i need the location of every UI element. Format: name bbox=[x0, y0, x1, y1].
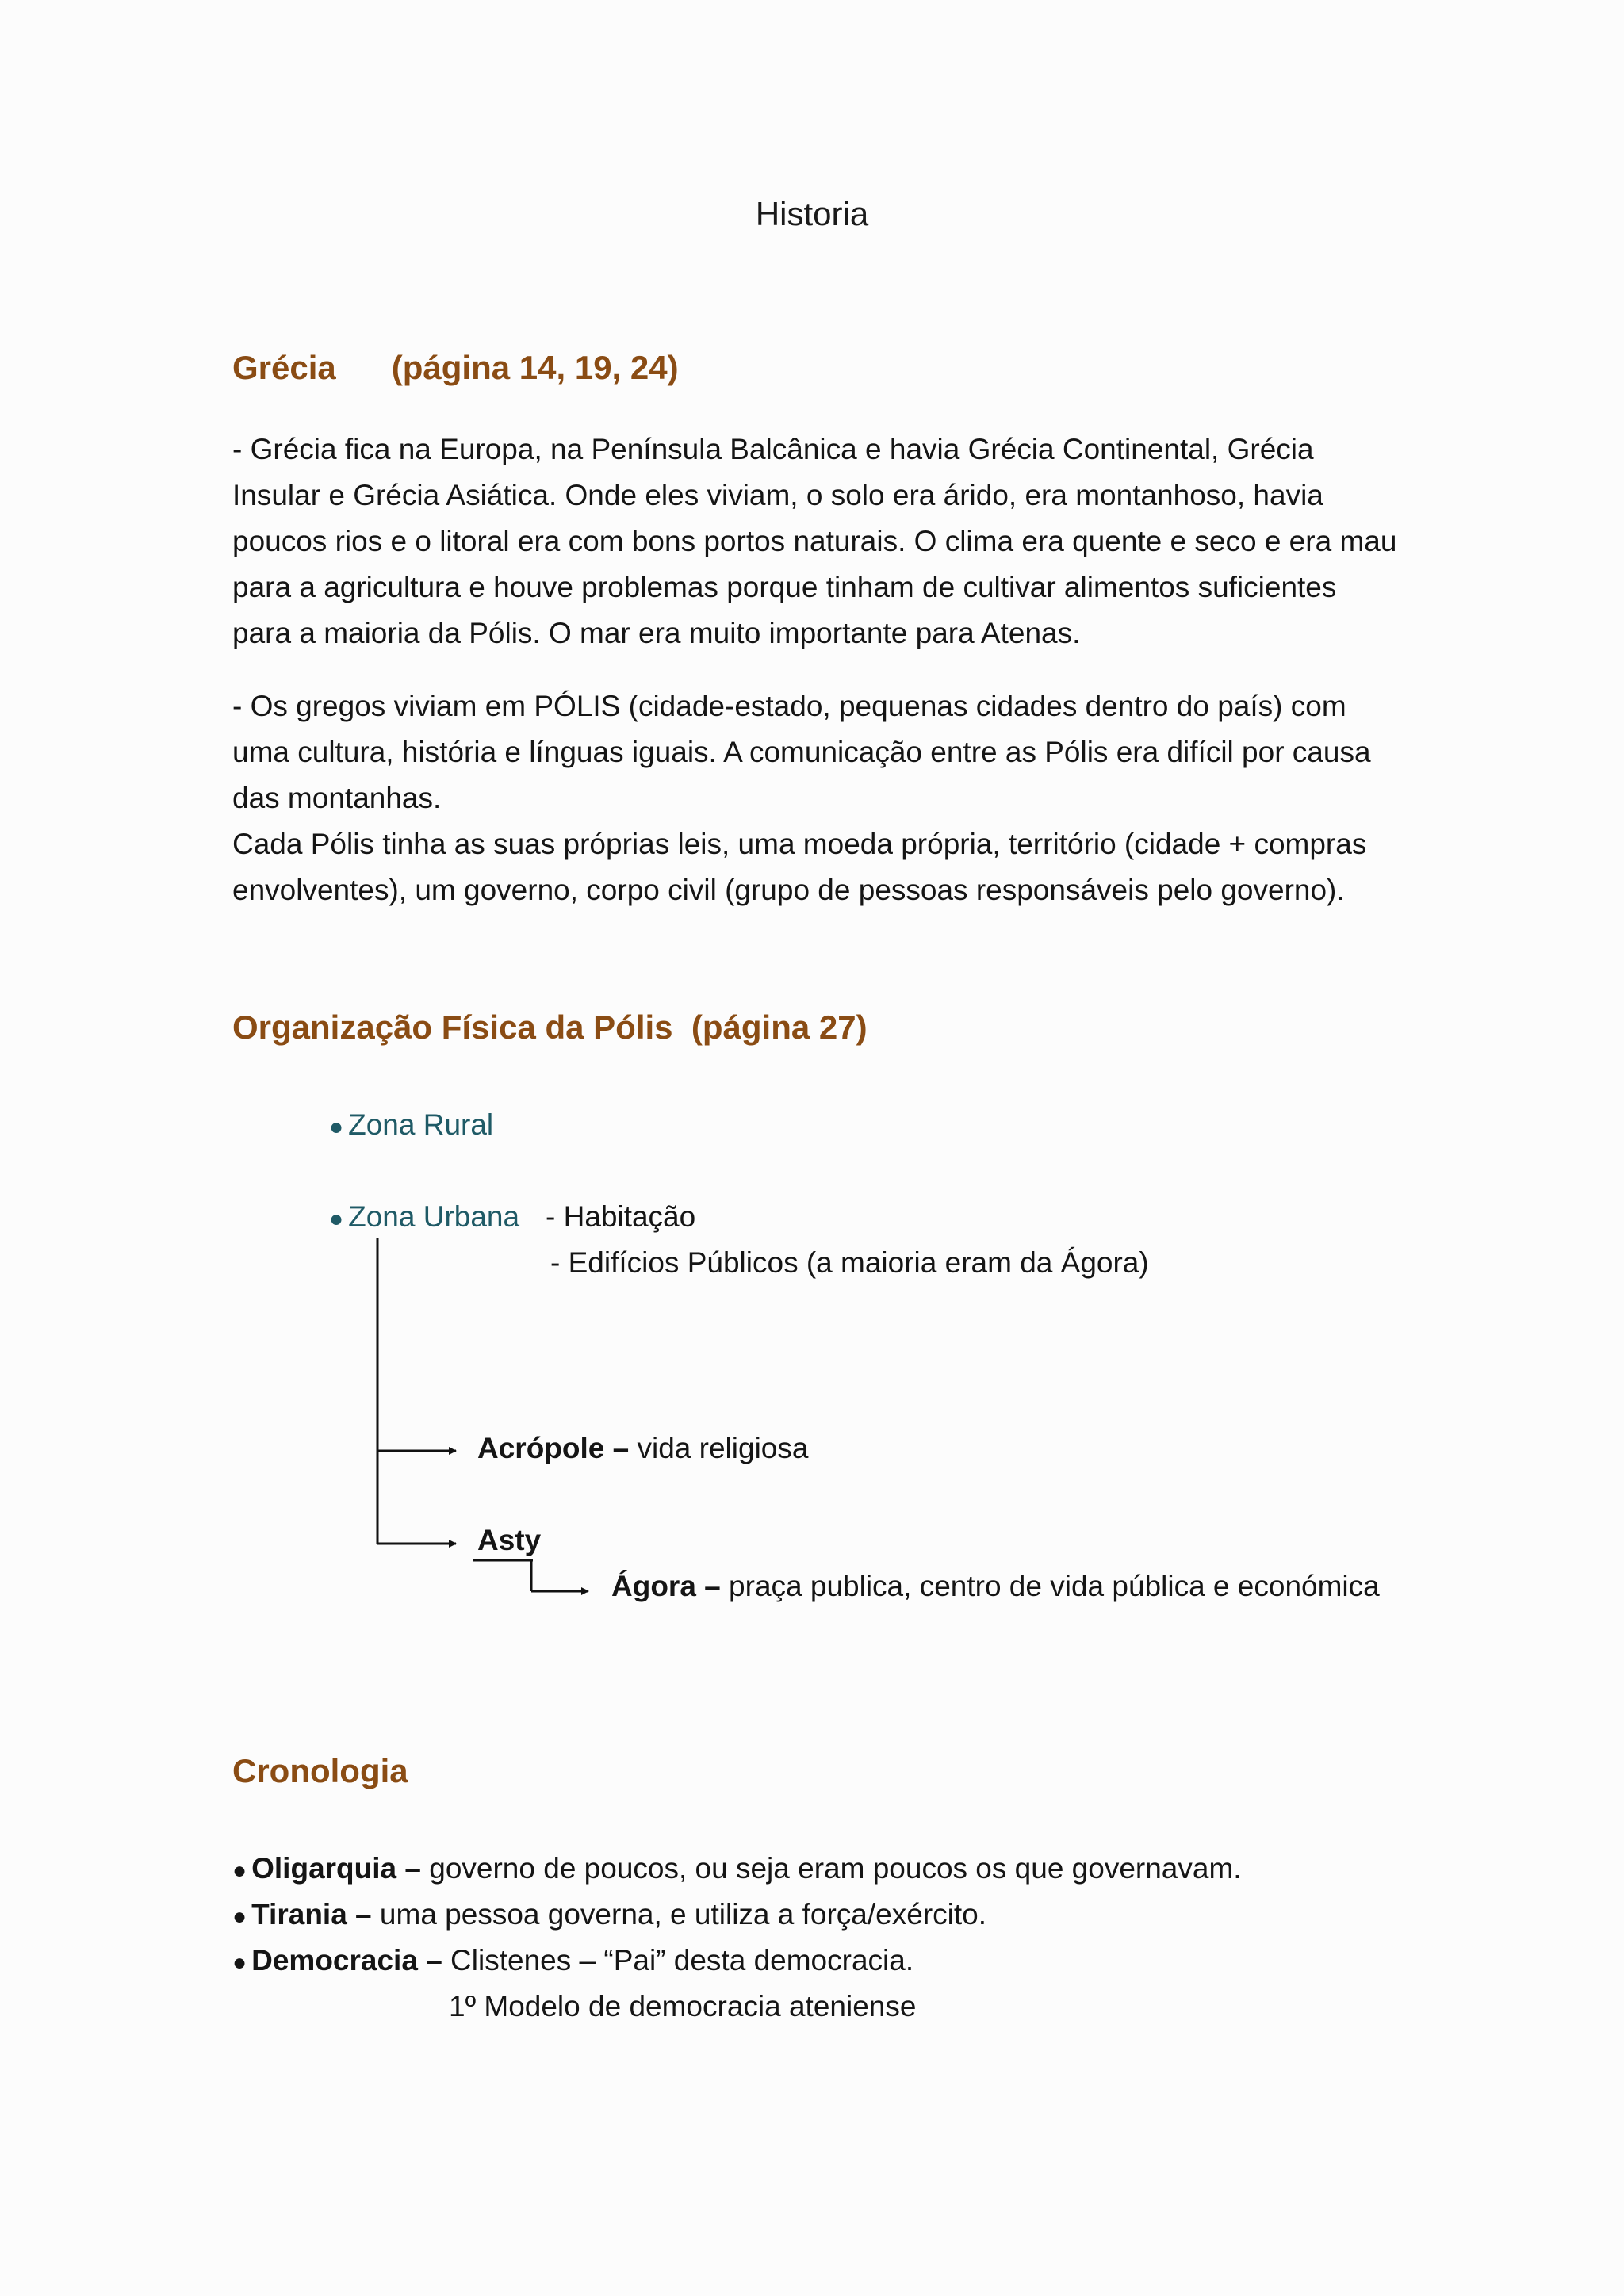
bullet-dot-icon: ● bbox=[232, 1904, 247, 1930]
zona-urbana-label: Zona Urbana bbox=[348, 1200, 520, 1233]
bullet-dot-icon: ● bbox=[232, 1858, 247, 1884]
edificios-text: - Edifícios Públicos (a maioria eram da Ágora) bbox=[550, 1246, 1149, 1279]
term: Tirania – bbox=[251, 1898, 372, 1931]
list-item-oligarquia bbox=[232, 1852, 1242, 1885]
page-title: Historia bbox=[755, 195, 869, 232]
heading-grecia: Grécia (página 14, 19, 24) bbox=[232, 349, 679, 386]
agora-item bbox=[611, 1570, 1380, 1603]
agora-desc: praça publica, centro de vida pública e económica bbox=[720, 1570, 1380, 1602]
zona-rural-label: Zona Rural bbox=[348, 1108, 494, 1141]
heading-organizacao: Organização Física da Pólis (página 27) bbox=[232, 1008, 868, 1046]
acropole-term: Acrópole – bbox=[477, 1432, 630, 1464]
acropole-desc: vida religiosa bbox=[629, 1432, 809, 1464]
term: Oligarquia – bbox=[251, 1852, 421, 1885]
list-item-democracia bbox=[232, 1944, 914, 1977]
acropole-item bbox=[477, 1432, 808, 1465]
heading-cronologia: Cronologia bbox=[232, 1752, 408, 1789]
asty-term: Asty bbox=[477, 1524, 542, 1556]
bullet-dot-icon: ● bbox=[329, 1206, 344, 1232]
asty-item bbox=[477, 1524, 541, 1557]
bullet-dot-icon: ● bbox=[232, 1950, 247, 1976]
habitacao-text: - Habitação bbox=[546, 1200, 696, 1233]
paragraph-text: Cada Pólis tinha as suas próprias leis, uma moeda própria, território (cidade + compras envolventes), um governo, corpo civil (grupo de pessoas responsáveis pelo governo). bbox=[232, 828, 1367, 906]
agora-term: Ágora – bbox=[611, 1570, 721, 1602]
paragraph-text: - Os gregos viviam em PÓLIS (cidade-estado, pequenas cidades dentro do país) com uma cultura, história e línguas iguais. A comunicação entre as Pólis era difícil por causa das montanhas. bbox=[232, 690, 1371, 814]
paragraph-text: - Grécia fica na Europa, na Península Balcânica e havia Grécia Continental, Grécia Insular e Grécia Asiática. Onde eles viviam, o solo era árido, era montanhoso, havia poucos rios e o litoral era com bons portos naturais. O clima era quente e seco e era mau para a agricultura e houve problemas porque tinham de cultivar alimentos suficientes para a maioria da Pólis. O mar era muito importante para Atenas. bbox=[232, 433, 1397, 649]
bullet-dot-icon: ● bbox=[329, 1114, 344, 1140]
desc: uma pessoa governa, e utiliza a força/exército. bbox=[371, 1898, 986, 1931]
desc: governo de poucos, ou seja eram poucos os que governavam. bbox=[420, 1852, 1242, 1885]
list-item-tirania bbox=[232, 1898, 986, 1931]
democracia-sub-line: 1º Modelo de democracia ateniense bbox=[449, 1990, 917, 2022]
term: Democracia – bbox=[251, 1944, 442, 1976]
desc: Clistenes – “Pai” desta democracia. bbox=[442, 1944, 914, 1976]
